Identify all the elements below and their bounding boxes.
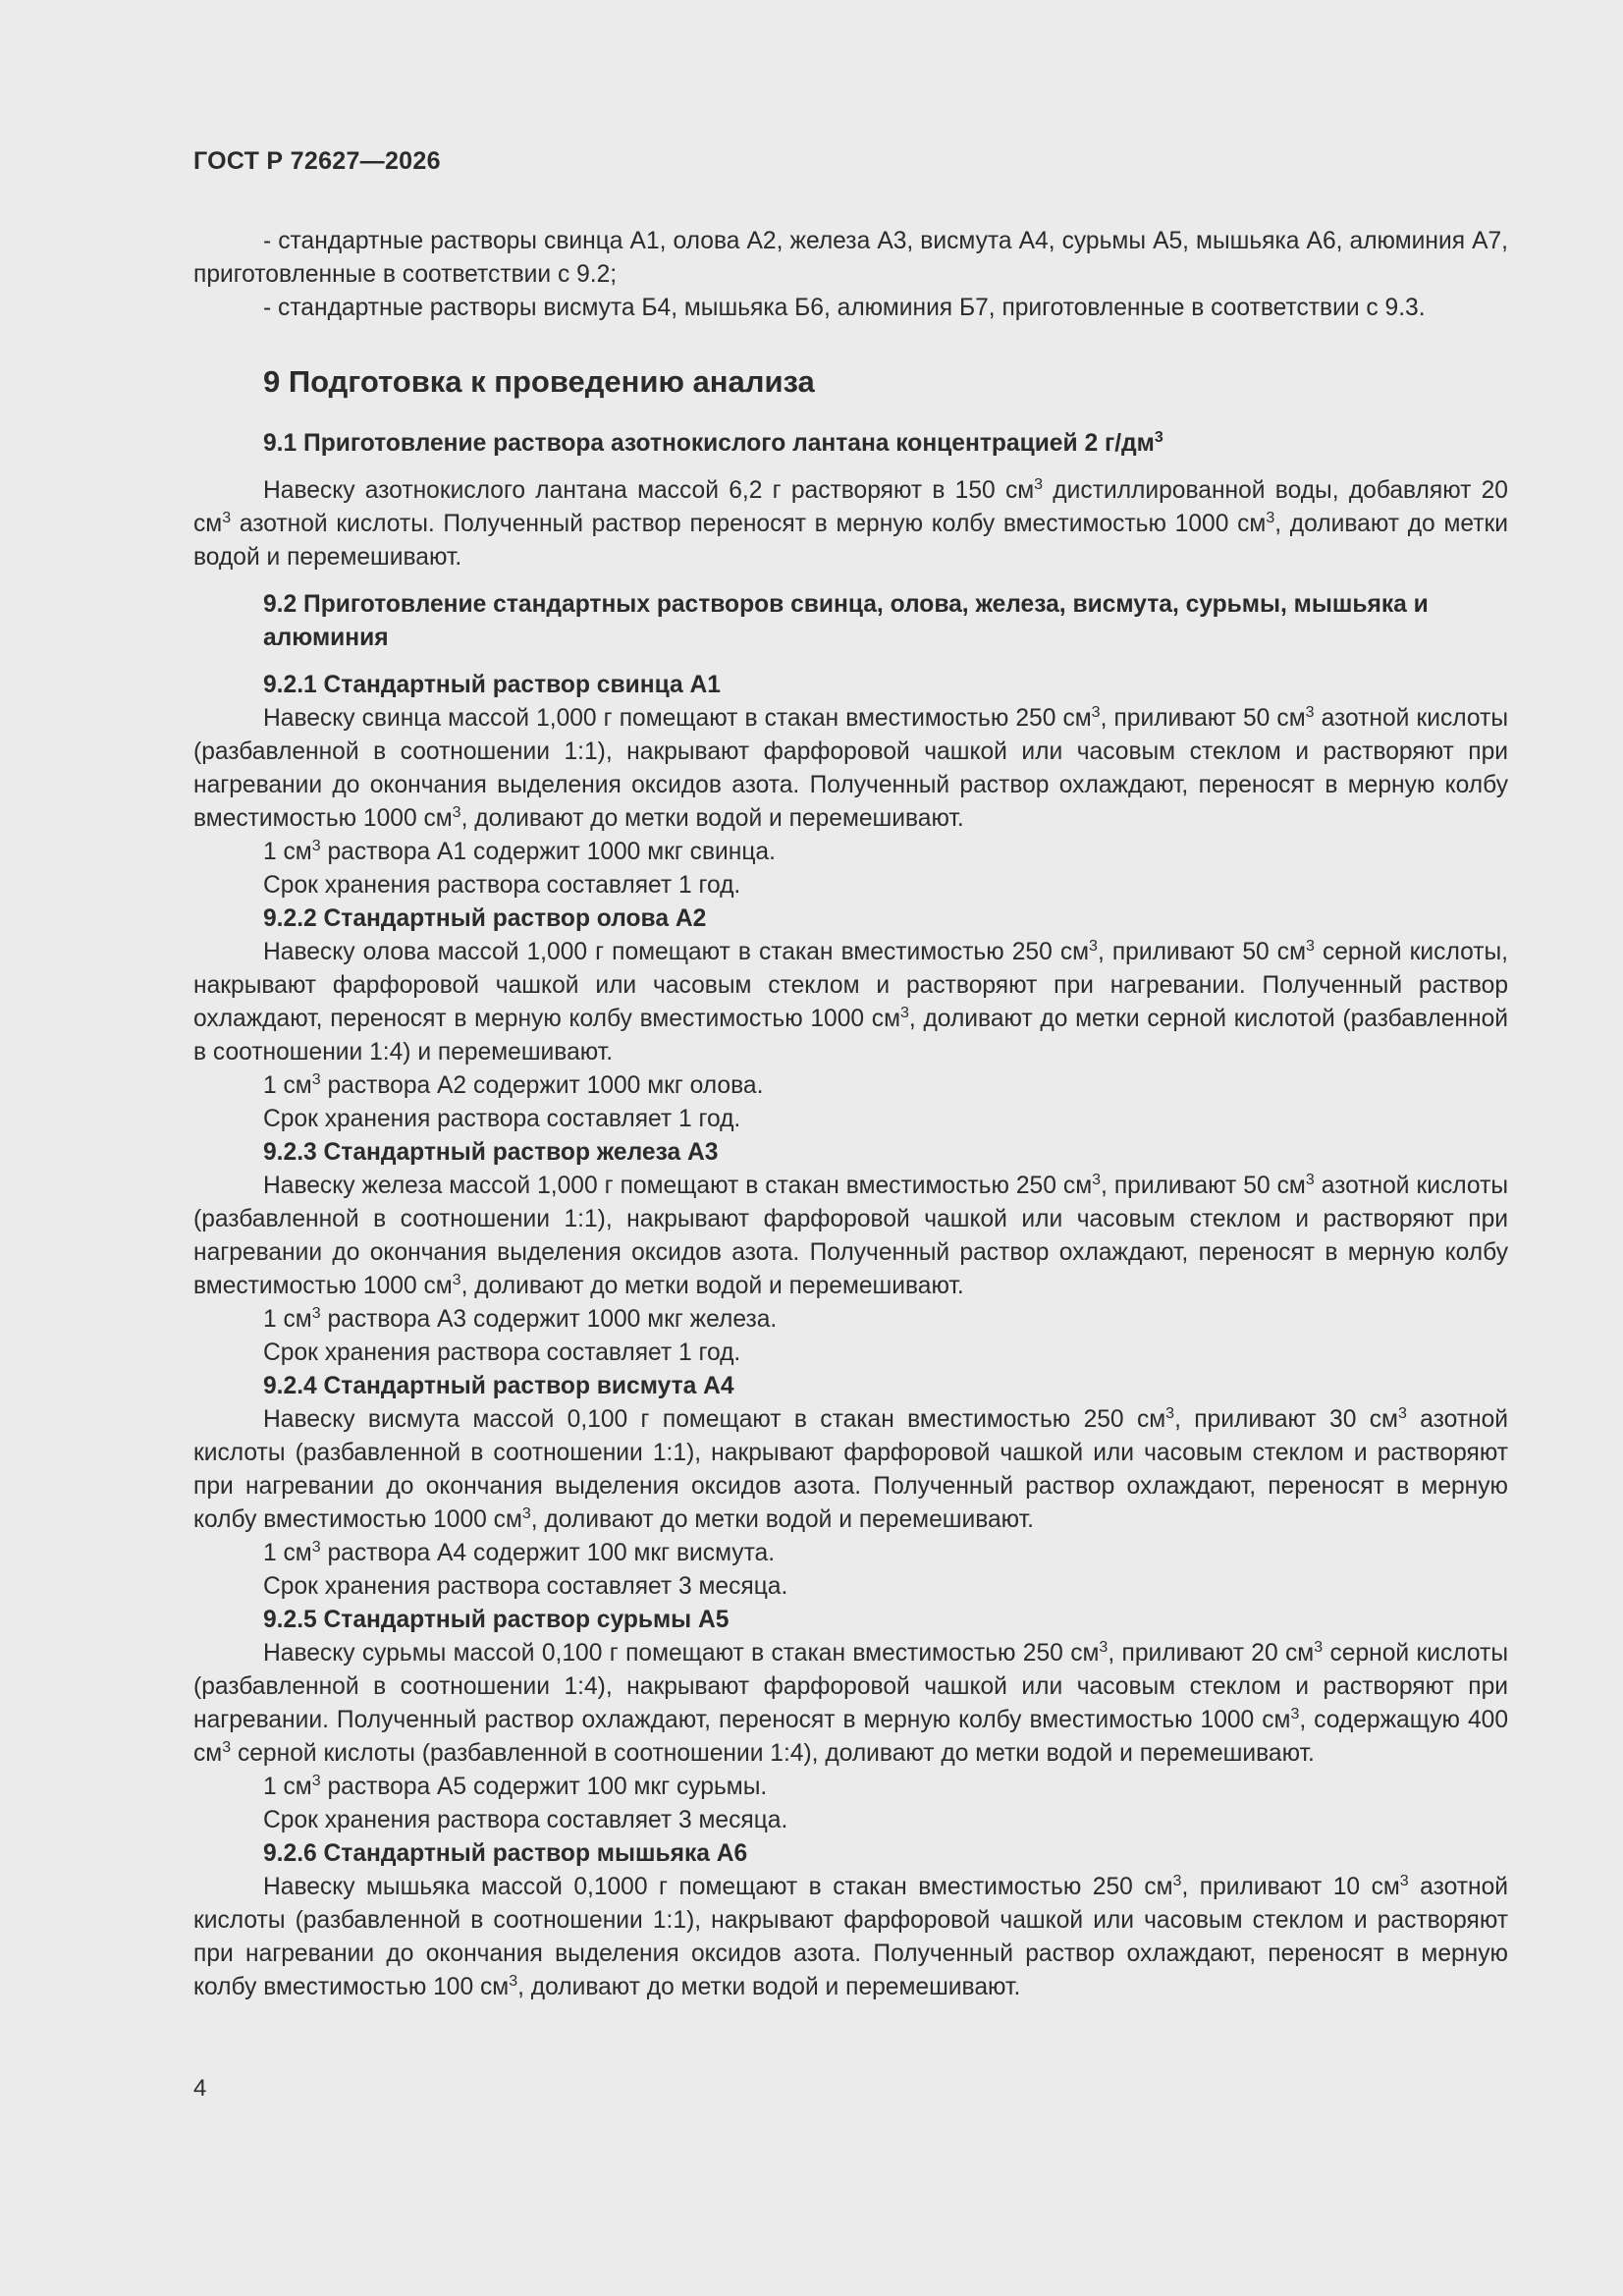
section-9-2-6-heading: 9.2.6 Стандартный раствор мышьяка А6 [263,1840,748,1867]
section-9-2-4-content: 1 $см^3$ раствора А4 содержит 100 мкг висмута. [263,1539,776,1566]
section-9-2-5-storage: Срок хранения раствора составляет 3 месяца. [263,1807,788,1833]
section-9-2-1-storage: Срок хранения раствора составляет 1 год. [263,872,741,899]
page-number: 4 [193,2075,207,2102]
section-9-2-1-content: 1 $см^3$ раствора А1 содержит 1000 мкг свинца. [263,838,776,865]
section-9-2-1-paragraph: Навеску свинца массой 1,000 г помещают в стакан вместимостью 250 $см^3$, приливают 50 $см^3$ азотной кислоты (разбавленной в соотношении 1:1), накрывают фарфоровой чашкой или часовым стеклом и растворяют при нагревании до окончания выделения оксидов азота. Полученный раствор охлаждают, переносят в мерную колбу вместимостью 1000 $см^3$, доливают до метки водой и перемешивают. [193,704,1508,832]
section-9-2-4-heading: 9.2.4 Стандартный раствор висмута А4 [263,1373,734,1399]
section-9-2-2-heading: 9.2.2 Стандартный раствор олова А2 [263,905,707,932]
section-9-2-5-paragraph: Навеску сурьмы массой 0,100 г помещают в стакан вместимостью 250 $см^3$, приливают 20 $см^3$ серной кислоты (разбавленной в соотношении 1:4), накрывают фарфоровой чашкой или часовым стеклом и растворяют при нагревании. Полученный раствор охлаждают, переносят в мерную колбу вместимостью 1000 $см^3$, содержащую 400 $см^3$ серной кислоты (разбавленной в соотношении 1:4), доливают до метки водой и перемешивают. [193,1639,1508,1767]
section-9-2-4-storage: Срок хранения раствора составляет 3 месяца. [263,1573,788,1600]
section-9-2-1-heading: 9.2.1 Стандартный раствор свинца А1 [263,672,721,698]
section-9-2-3-content: 1 $см^3$ раствора А3 содержит 1000 мкг железа. [263,1305,778,1333]
document-header: ГОСТ Р 72627—2026 [193,147,441,175]
section-9-1-paragraph: Навеску азотнокислого лантана массой 6,2 г растворяют в 150 $см^3$ дистиллированной воды, добавляют 20 $см^3$ азотной кислоты. Полученный раствор переносят в мерную колбу вместимостью 1000 $см^3$, доливают до метки водой и перемешивают. [193,476,1508,571]
section-9-2-2-content: 1 $см^3$ раствора А2 содержит 1000 мкг олова. [263,1071,764,1099]
document-body [193,225,1508,2004]
section-9-2-5-content: 1 $см^3$ раствора А5 содержит 100 мкг сурьмы. [263,1773,768,1800]
section-9-2-5-heading: 9.2.5 Стандартный раствор сурьмы А5 [263,1607,730,1633]
section-9-2-3-heading: 9.2.3 Стандартный раствор железа А3 [263,1139,719,1166]
section-9-heading: 9 Подготовка к проведению анализа [263,364,815,399]
section-9-2-6-paragraph: Навеску мышьяка массой 0,1000 г помещают в стакан вместимостью 250 $см^3$, приливают 10 $см^3$ азотной кислоты (разбавленной в соотношении 1:1), накрывают фарфоровой чашкой или часовым стеклом и растворяют при нагревании до окончания выделения оксидов азота. Полученный раствор охлаждают, переносят в мерную колбу вместимостью 100 $см^3$, доливают до метки водой и перемешивают. [193,1873,1508,2000]
intro-list-item: - стандартные растворы свинца А1, олова А2, железа А3, висмута А4, сурьмы А5, мышьяка А6, алюминия А7, приготовленные в соответствии с 9.2; [193,228,1508,288]
section-9-2-3-paragraph: Навеску железа массой 1,000 г помещают в стакан вместимостью 250 $см^3$, приливают 50 $см^3$ азотной кислоты (разбавленной в соотношении 1:1), накрывают фарфоровой чашкой или часовым стеклом и растворяют при нагревании до окончания выделения оксидов азота. Полученный раствор охлаждают, переносят в мерную колбу вместимостью 1000 $см^3$, доливают до метки водой и перемешивают. [193,1172,1509,1299]
intro-list-item: - стандартные растворы висмута Б4, мышьяка Б6, алюминия Б7, приготовленные в соответствии с 9.3. [263,295,1426,321]
section-9-2-2-storage: Срок хранения раствора составляет 1 год. [263,1106,741,1132]
section-9-2-heading: 9.2 Приготовление стандартных растворов свинца, олова, железа, висмута, сурьмы, мышьяка и алюминия [263,591,1429,651]
section-9-2-3-storage: Срок хранения раствора составляет 1 год. [263,1339,741,1366]
section-9-2-2-paragraph: Навеску олова массой 1,000 г помещают в стакан вместимостью 250 $см^3$, приливают 50 $см^3$ серной кислоты, накрывают фарфоровой чашкой или часовым стеклом и растворяют при нагревании. Полученный раствор охлаждают, переносят в мерную колбу вместимостью 1000 $см^3$, доливают до метки серной кислотой (разбавленной в соотношении 1:4) и перемешивают. [193,938,1508,1066]
section-9-2-4-paragraph: Навеску висмута массой 0,100 г помещают в стакан вместимостью 250 $см^3$, приливают 30 $см^3$ азотной кислоты (разбавленной в соотношении 1:1), накрывают фарфоровой чашкой или часовым стеклом и растворяют при нагревании до окончания выделения оксидов азота. Полученный раствор охлаждают, переносят в мерную колбу вместимостью 1000 $см^3$, доливают до метки водой и перемешивают. [193,1405,1508,1533]
section-9-1-heading: 9.1 Приготовление раствора азотнокислого лантана концентрацией 2 $г/дм^3$ [263,429,1163,457]
